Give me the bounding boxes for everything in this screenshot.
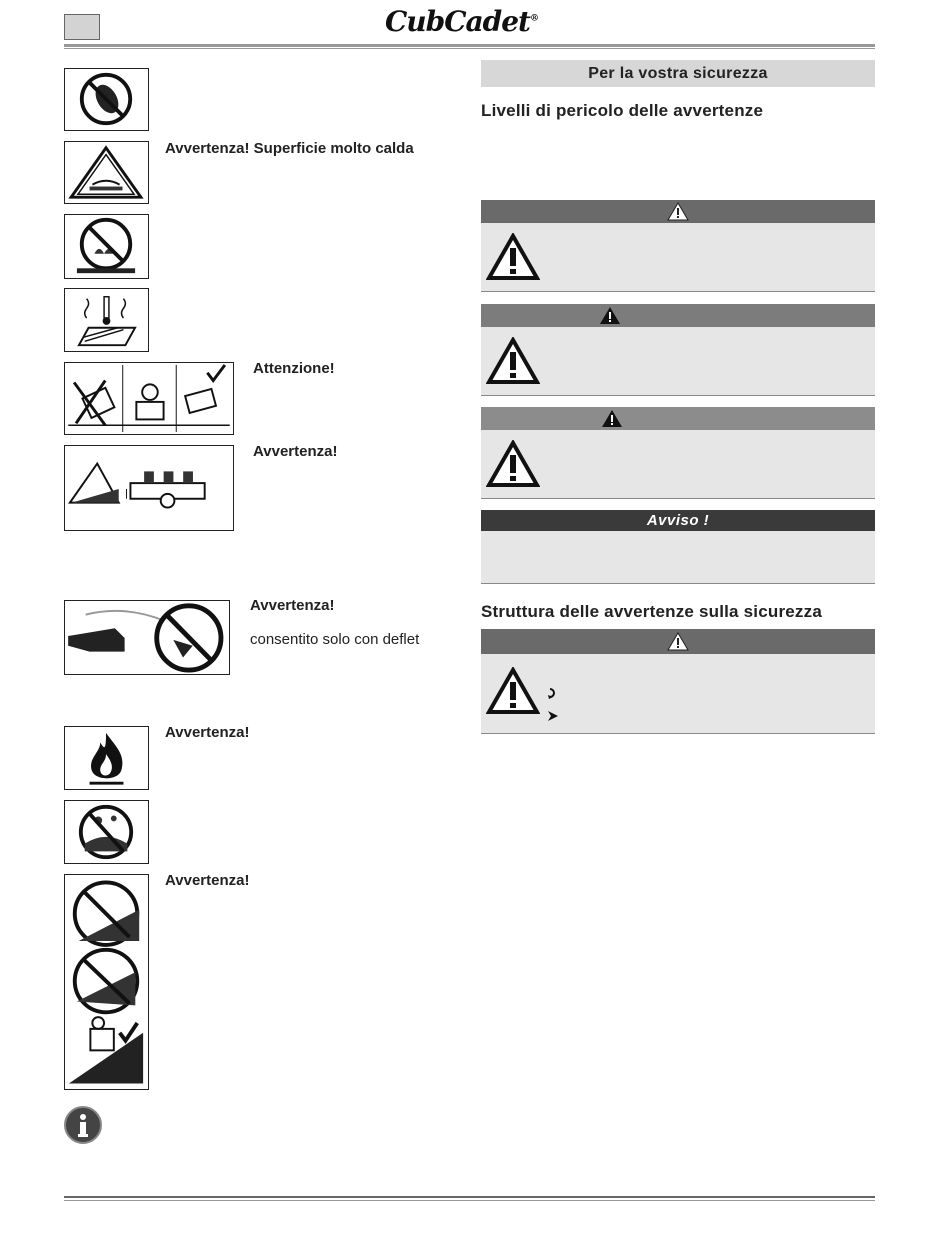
- danger-body: [481, 223, 875, 292]
- attention-label: Attenzione!: [253, 360, 335, 377]
- warning-triangle-icon: [667, 632, 689, 651]
- footer-rule: [64, 1196, 875, 1198]
- deflector-text: consentito solo con deflet: [250, 631, 420, 648]
- info-icon: [64, 1106, 102, 1144]
- warning-triangle-icon: [601, 409, 623, 428]
- tractor-slope-icon: [64, 362, 234, 435]
- warning-triangle-icon: [486, 667, 540, 715]
- warning-header: [481, 304, 875, 327]
- warning-fire-label: Avvertenza!: [165, 724, 250, 741]
- no-slope-riding-icon: [64, 874, 149, 1090]
- warning-triangle-icon: [486, 440, 540, 488]
- header-rule: [64, 44, 875, 47]
- structure-box: [481, 629, 875, 734]
- hot-surface-icon: [64, 141, 149, 204]
- structure-body: [481, 654, 875, 734]
- structure-title: Struttura delle avvertenze sulla sicurezza: [481, 602, 822, 621]
- deflector-icon: [64, 600, 230, 675]
- section-title-bar: Per la vostra sicurezza: [481, 60, 875, 87]
- warning-triangle-icon: [486, 233, 540, 281]
- header-rule-thin: [64, 48, 875, 49]
- structure-header: [481, 629, 875, 654]
- warning-deflector-label: Avvertenza!: [250, 597, 335, 614]
- warning-triangle-icon: [667, 202, 689, 221]
- footer-rule-thin: [64, 1200, 875, 1201]
- no-debris-icon: [64, 800, 149, 864]
- page-number-box: [64, 14, 100, 40]
- flame-icon: [64, 726, 149, 790]
- danger-header: [481, 200, 875, 223]
- warning-box: [481, 304, 875, 396]
- warning-body: [481, 327, 875, 396]
- levels-title: Livelli di pericolo delle avvertenze: [481, 101, 764, 120]
- load-slope-icon: [64, 445, 234, 531]
- warning-slope-label: Avvertenza!: [253, 443, 338, 460]
- caution-body: [481, 430, 875, 499]
- notice-box: [481, 510, 875, 584]
- consequence-arrow-icon: [547, 687, 559, 699]
- caution-box: [481, 407, 875, 499]
- caution-header: [481, 407, 875, 430]
- warning-triangle-icon: [599, 306, 621, 325]
- brand-logo: CubCadet®: [385, 5, 538, 38]
- no-foot-icon: [64, 68, 149, 131]
- hot-ground-icon: [64, 288, 149, 352]
- warning-passengers-label: Avvertenza!: [165, 872, 250, 889]
- action-arrowhead-icon: [547, 710, 559, 722]
- hot-surface-label: Avvertenza! Superficie molto calda: [165, 140, 414, 157]
- notice-header: Avviso !: [481, 510, 875, 531]
- no-hand-fire-icon: [64, 214, 149, 279]
- danger-box: [481, 200, 875, 292]
- warning-triangle-icon: [486, 337, 540, 385]
- notice-body: [481, 531, 875, 584]
